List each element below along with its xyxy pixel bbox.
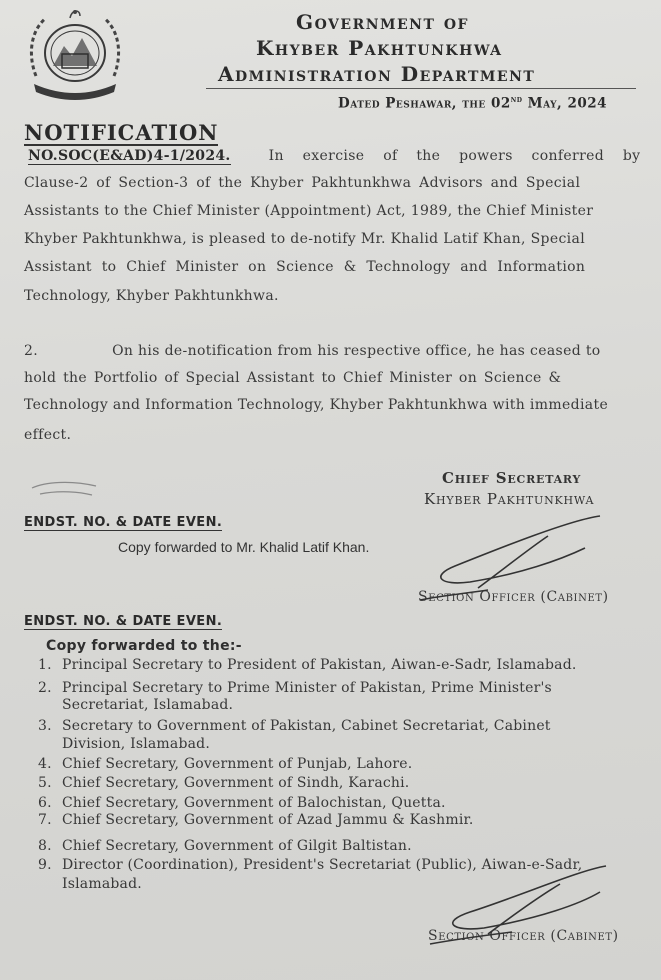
header-line-1: Government of [296, 10, 469, 34]
endorsement-2-heading: ENDST. NO. & DATE EVEN. [24, 614, 223, 629]
header-line-3: Administration Department [218, 62, 536, 86]
recipient-3-continued: Division, Islamabad. [62, 736, 210, 752]
government-seal-emblem [22, 6, 128, 100]
section-officer-label-2: Section Officer (Cabinet) [428, 928, 619, 944]
recipient-7: 7. Chief Secretary, Government of Azad Jammu & Kashmir. [38, 812, 474, 828]
header-line-2: Khyber Pakhtunkhwa [256, 36, 503, 60]
endorsement-2-copy-line: Copy forwarded to the:- [46, 638, 242, 654]
recipient-5: 5. Chief Secretary, Government of Sindh, Karachi. [38, 775, 410, 791]
dated-line: Dated Peshawar, the 02nd May, 2024 [338, 94, 608, 112]
faint-initials-left [32, 482, 96, 495]
notification-title: NOTIFICATION [24, 120, 219, 145]
recipient-1: 1. Principal Secretary to President of Pakistan, Aiwan-e-Sadr, Islamabad. [38, 657, 577, 673]
recipient-2-continued: Secretariat, Islamabad. [62, 697, 234, 713]
recipient-6: 6. Chief Secretary, Government of Balochistan, Quetta. [38, 795, 446, 811]
paragraph-2-line-2: hold the Portfolio of Special Assistant to Chief Minister on Science & [24, 370, 562, 386]
recipient-8: 8. Chief Secretary, Government of Gilgit Baltistan. [38, 838, 412, 854]
endorsement-1-heading: ENDST. NO. & DATE EVEN. [24, 515, 223, 530]
reference-number: NO.SOC(E&AD)4-1/2024. [28, 148, 231, 164]
signatory-province: Khyber Pakhtunkhwa [424, 490, 595, 508]
paragraph-1-line-4: Khyber Pakhtunkhwa, is pleased to de-notify Mr. Khalid Latif Khan, Special [24, 231, 586, 247]
recipient-2: 2. Principal Secretary to Prime Minister of Pakistan, Prime Minister's [38, 680, 552, 696]
paragraph-1-line-3: Assistants to the Chief Minister (Appointment) Act, 1989, the Chief Minister [24, 203, 594, 219]
header-rule [206, 88, 636, 89]
recipient-9-continued: Islamabad. [62, 876, 142, 892]
paragraph-1-line-6: Technology, Khyber Pakhtunkhwa. [24, 288, 279, 304]
paragraph-2-line-1: 2. On his de-notification from his respective office, he has ceased to [24, 343, 601, 359]
signatory-title: Chief Secretary [442, 469, 582, 487]
recipient-4: 4. Chief Secretary, Government of Punjab, Lahore. [38, 756, 413, 772]
recipient-3: 3. Secretary to Government of Pakistan, Cabinet Secretariat, Cabinet [38, 718, 551, 734]
signature-1 [420, 516, 600, 600]
paragraph-2-line-4: effect. [24, 427, 72, 443]
paragraph-1-line-5: Assistant to Chief Minister on Science & Technology and Information [24, 259, 586, 275]
section-officer-label-1: Section Officer (Cabinet) [418, 589, 609, 605]
paragraph-1-line-2: Clause-2 of Section-3 of the Khyber Pakhtunkhwa Advisors and Special [24, 175, 581, 191]
paragraph-1-line-1: NO.SOC(E&AD)4-1/2024. In exercise of the powers conferred by [28, 148, 641, 164]
recipient-9: 9. Director (Coordination), President's Secretariat (Public), Aiwan-e-Sadr, [38, 857, 583, 873]
endorsement-1-copy-line: Copy forwarded to Mr. Khalid Latif Khan. [118, 539, 370, 555]
paragraph-2-line-3: Technology and Information Technology, Khyber Pakhtunkhwa with immediate [24, 397, 609, 413]
